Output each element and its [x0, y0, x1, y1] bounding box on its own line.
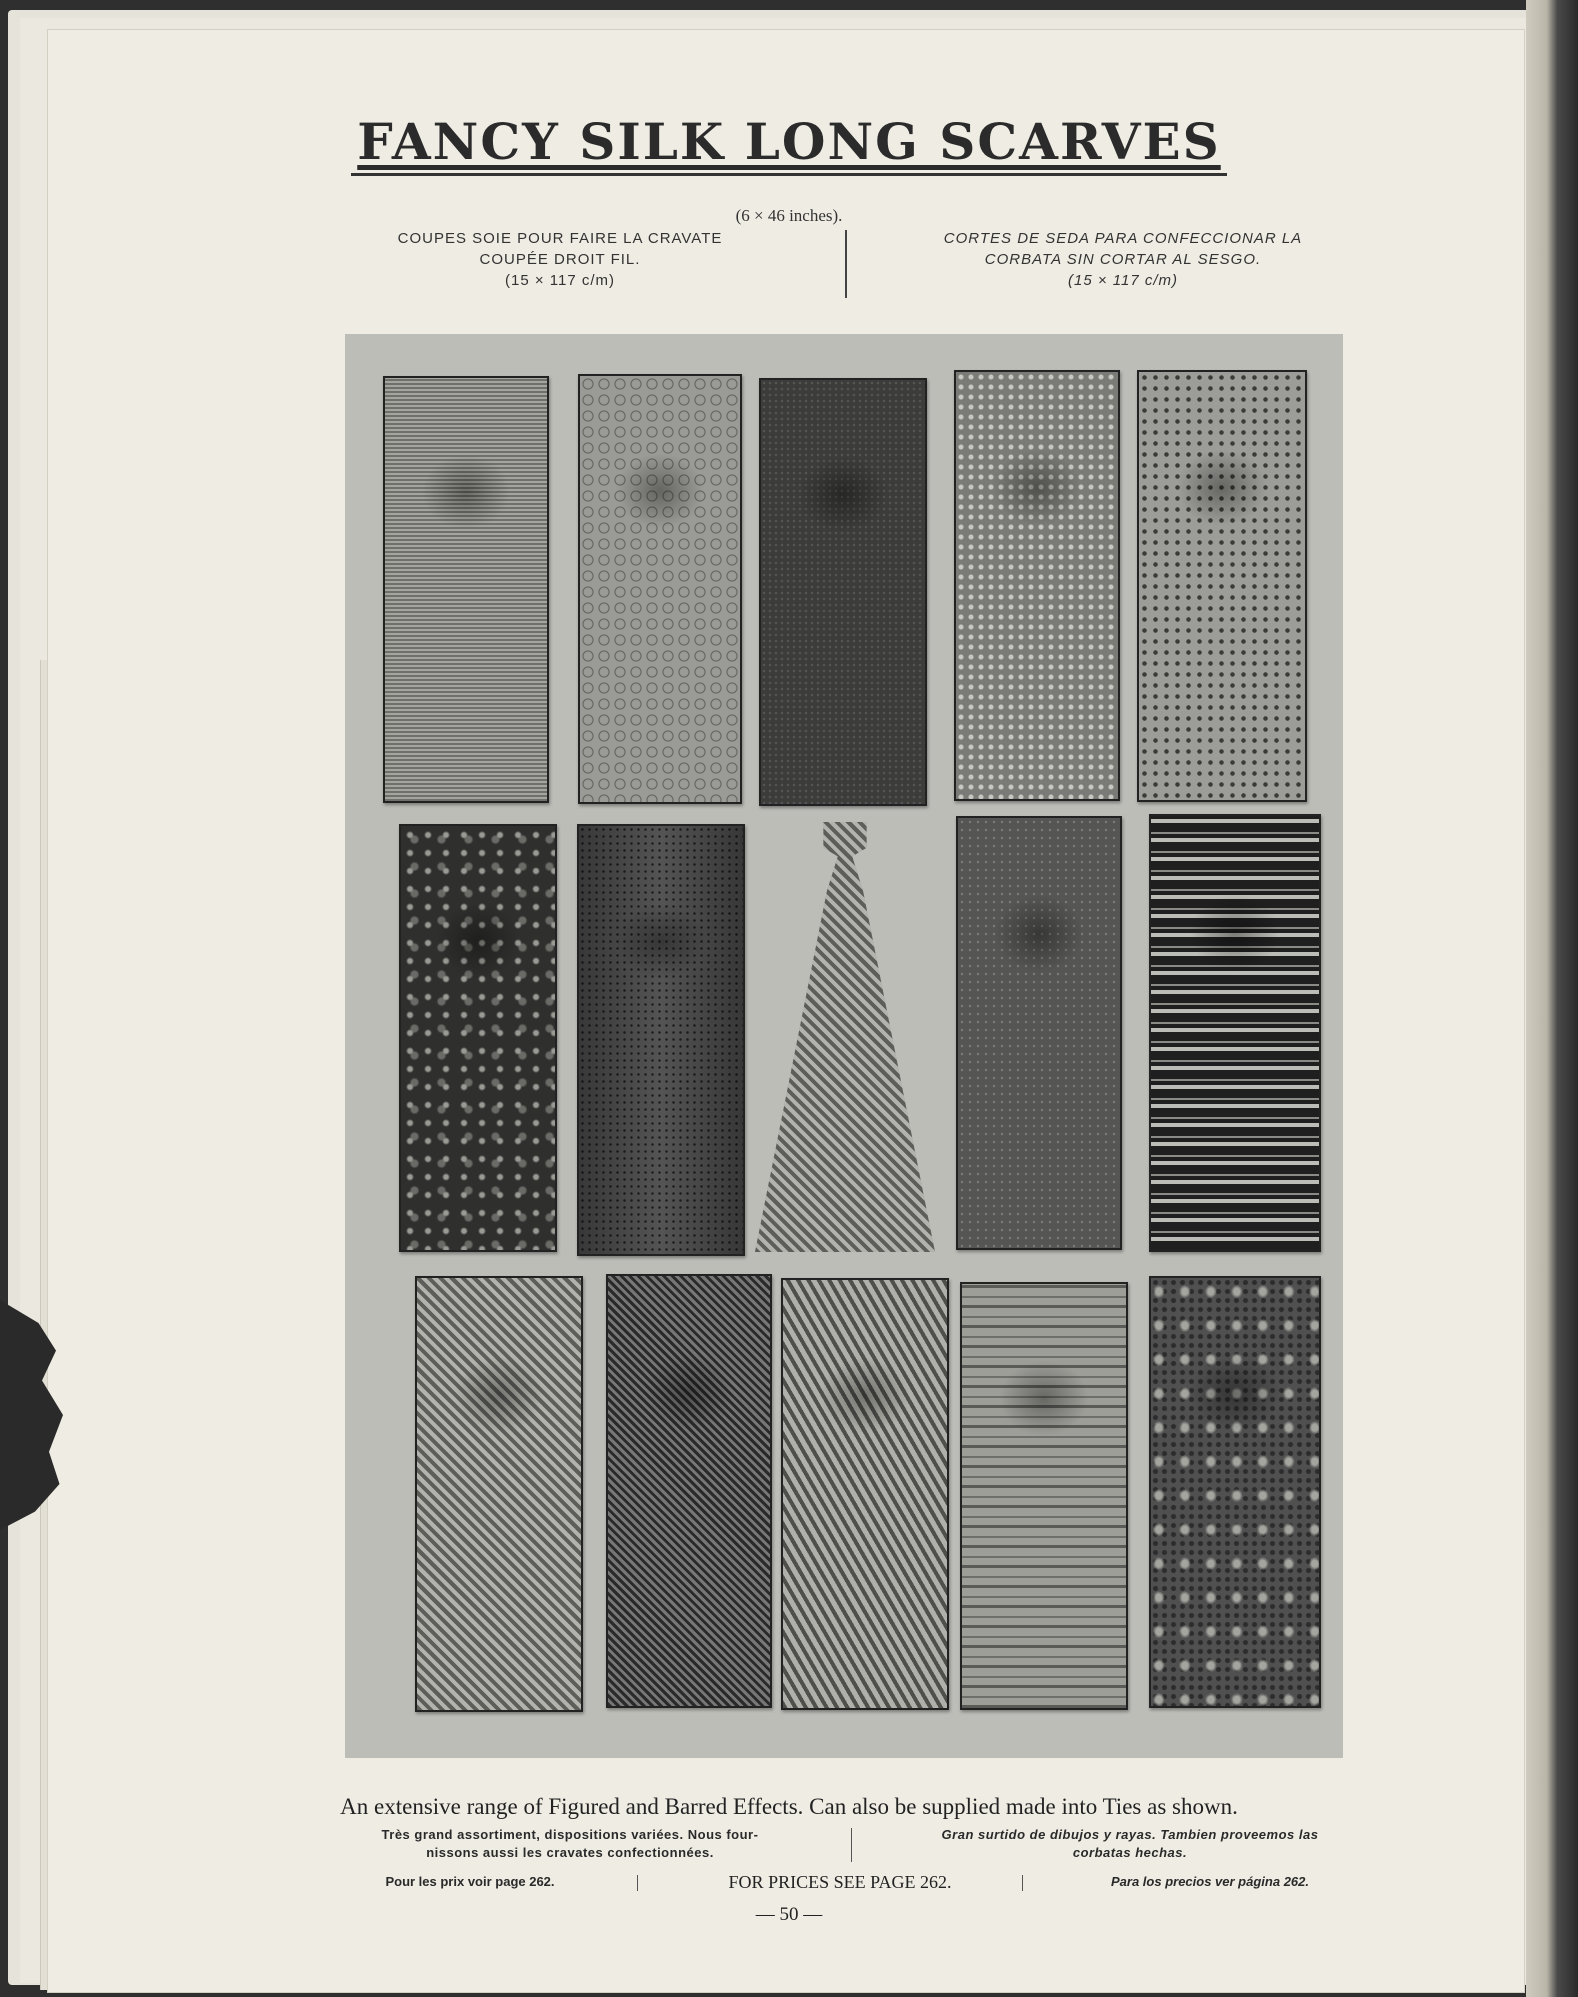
- french-note-line: nissons aussi les cravates confectionnées.: [426, 1845, 714, 1860]
- page-title: FANCY SILK LONG SCARVES: [351, 112, 1226, 176]
- book-spine-edge: [1526, 0, 1578, 1997]
- french-note: [310, 1826, 830, 1862]
- subtitle-divider: [845, 230, 847, 298]
- note-divider: [851, 1828, 852, 1862]
- page-number: — 50 —: [755, 1904, 823, 1925]
- french-note-line: Très grand assortiment, dispositions variées. Nous four-: [381, 1827, 759, 1842]
- scarf-diamond: [954, 370, 1120, 801]
- scarf-paisley-dark: [399, 824, 557, 1252]
- scarves-photo-plate: [345, 334, 1343, 1758]
- price-divider: [637, 1875, 638, 1891]
- scarf-paisley: [1149, 1276, 1321, 1708]
- scarf-dark-dotted: [759, 378, 927, 806]
- french-subtitle-line: (15 × 117 c/m): [504, 272, 615, 289]
- price-reference-spanish: Para los precios ver página 262.: [1111, 1874, 1309, 1889]
- knotted-tie: [755, 822, 935, 1252]
- spanish-subtitle-line: CORTES DE SEDA PARA CONFECCIONAR LA: [943, 230, 1303, 247]
- scarf-lattice: [578, 374, 742, 804]
- title-block: [0, 112, 1578, 176]
- scarf-woven-stripe: [383, 376, 549, 803]
- prices-row: [0, 1872, 1578, 1896]
- scarf-check: [415, 1276, 583, 1712]
- spanish-note-line: Gran surtido de dibujos y rayas. Tambien proveemos las: [941, 1827, 1319, 1842]
- spanish-subtitle-line: CORBATA SIN CORTAR AL SESGO.: [984, 251, 1262, 268]
- scarf-houndstooth: [606, 1274, 772, 1708]
- scarf-barred-stripe: [960, 1282, 1128, 1710]
- spanish-subtitle-line: (15 × 117 c/m): [1067, 272, 1178, 289]
- scarf-triangle: [781, 1278, 949, 1710]
- french-subtitle: [350, 228, 770, 291]
- price-reference-english: FOR PRICES SEE PAGE 262.: [728, 1872, 952, 1892]
- price-reference-french: Pour les prix voir page 262.: [385, 1874, 555, 1889]
- spanish-note-line: corbatas hechas.: [1072, 1845, 1188, 1860]
- scarf-sheen-dotted: [577, 824, 745, 1256]
- scarf-grey-dotted: [956, 816, 1122, 1250]
- price-divider: [1022, 1875, 1023, 1891]
- french-subtitle-line: COUPES SOIE POUR FAIRE LA CRAVATE: [397, 230, 723, 247]
- scarf-dot: [1137, 370, 1307, 802]
- spanish-note: [870, 1826, 1390, 1862]
- spanish-subtitle: [888, 228, 1358, 291]
- dimensions-inches: (6 × 46 inches).: [735, 206, 843, 225]
- plate-caption: An extensive range of Figured and Barred Effects. Can also be supplied made into Ties as shown.: [340, 1794, 1238, 1819]
- french-subtitle-line: COUPÉE DROIT FIL.: [479, 251, 641, 268]
- scarf-horizontal-stripe: [1149, 814, 1321, 1252]
